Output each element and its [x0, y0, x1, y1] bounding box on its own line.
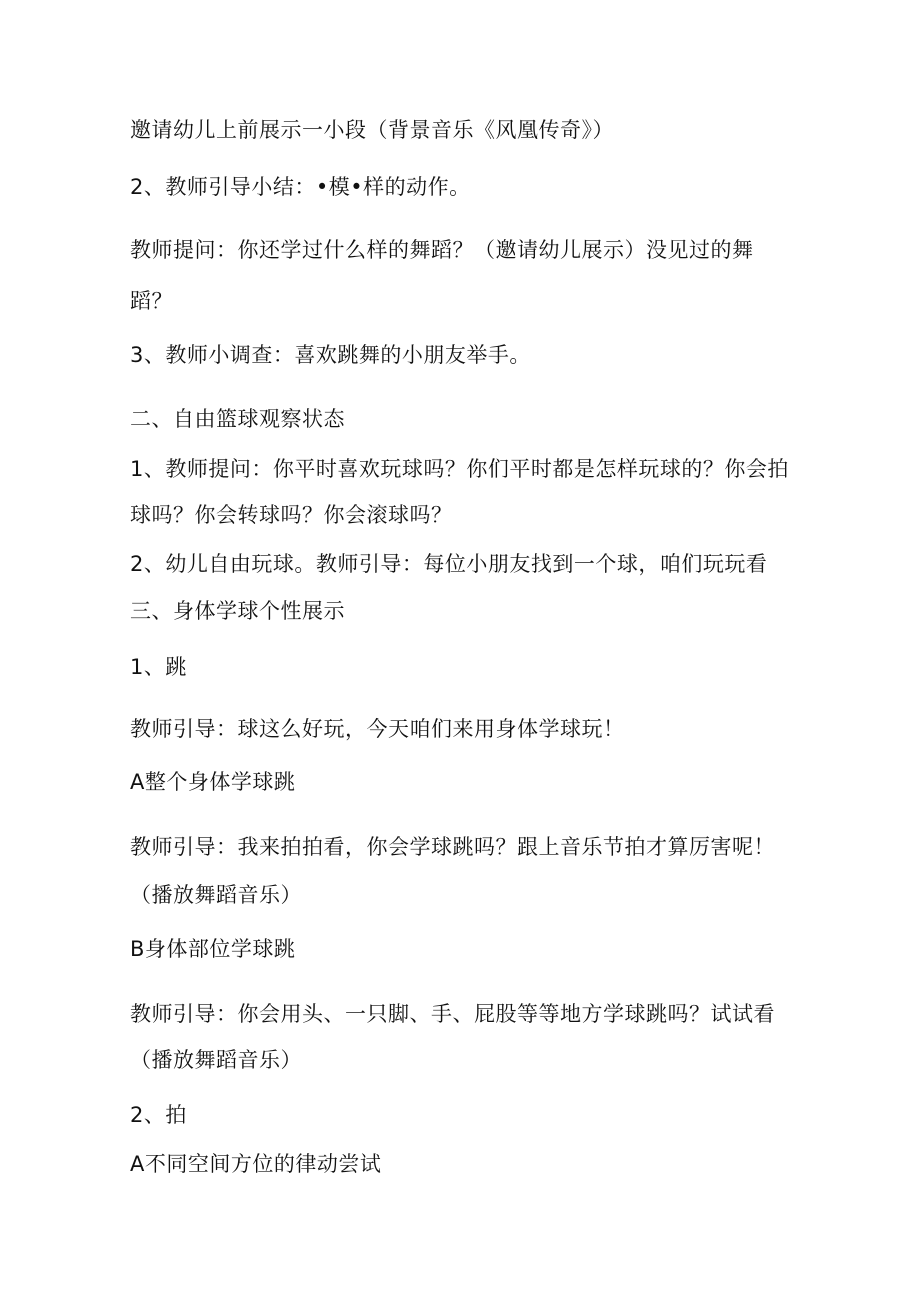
text-line: 2、拍 — [130, 1103, 187, 1127]
text-line: 教师引导：我来拍拍看，你会学球跳吗？跟上音乐节拍才算厉害呢！ — [130, 835, 775, 859]
text-line: 1、教师提问：你平时喜欢玩球吗？你们平时都是怎样玩球的？你会拍 — [130, 457, 789, 481]
text-line: 3、教师小调查：喜欢跳舞的小朋友举手。 — [130, 343, 531, 367]
text-line: 1、跳 — [130, 655, 187, 679]
text-line: 教师引导：球这么好玩，今天咱们来用身体学球玩！ — [130, 717, 625, 741]
section-heading: 三、身体学球个性展示 — [130, 599, 345, 623]
text-line: 教师引导：你会用头、一只脚、手、屁股等等地方学球跳吗？试试看 — [130, 1002, 775, 1026]
text-line: A不同空间方位的律动尝试 — [130, 1152, 382, 1176]
text-line: B身体部位学球跳 — [130, 937, 296, 961]
text-line: 邀请幼儿上前展示一小段（背景音乐《风凰传奇》） — [130, 118, 614, 142]
text-line: （播放舞蹈音乐） — [130, 1048, 302, 1072]
text-line: A整个身体学球跳 — [130, 770, 296, 794]
text-line: 蹈？ — [130, 289, 173, 313]
text-line: （播放舞蹈音乐） — [130, 883, 302, 907]
text-line: 教师提问：你还学过什么样的舞蹈？（邀请幼儿展示）没见过的舞 — [130, 238, 754, 262]
text-line: 2、教师引导小结：•模•样的动作。 — [130, 175, 471, 199]
text-line: 2、幼儿自由玩球。教师引导：每位小朋友找到一个球，咱们玩玩看 — [130, 552, 768, 576]
text-line: 球吗？你会转球吗？你会滚球吗？ — [130, 503, 453, 527]
section-heading: 二、自由篮球观察状态 — [130, 407, 345, 431]
